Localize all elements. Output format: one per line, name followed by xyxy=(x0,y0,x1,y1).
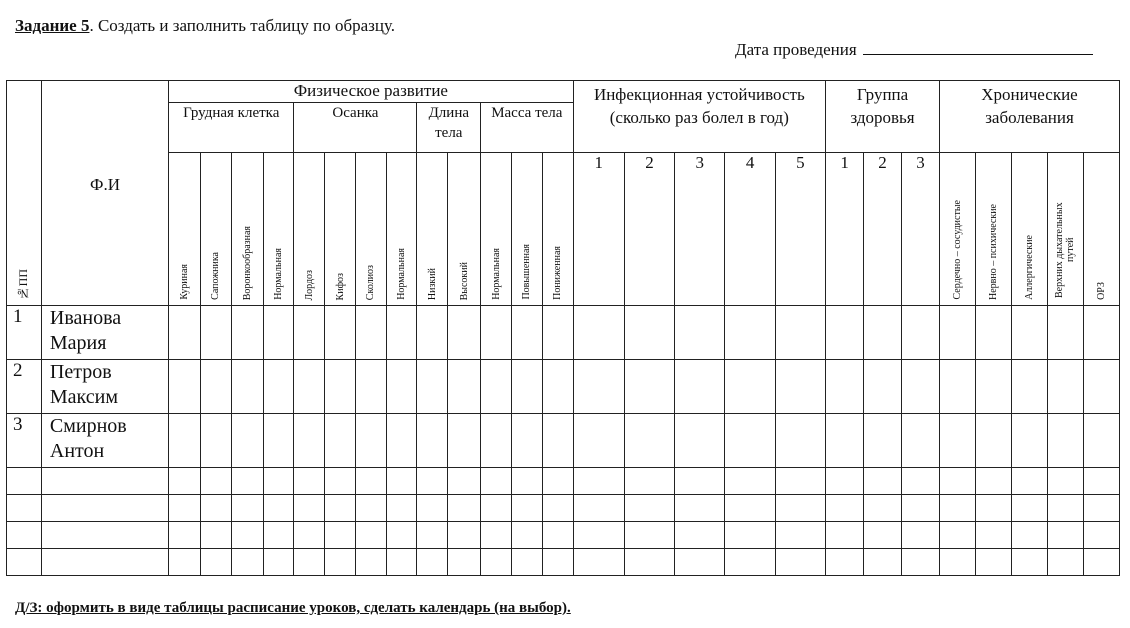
table-cell[interactable] xyxy=(675,468,725,495)
subheader-label: Повышенная xyxy=(521,244,533,300)
table-cell[interactable] xyxy=(169,360,201,414)
table-cell[interactable] xyxy=(902,549,940,576)
table-cell[interactable] xyxy=(386,549,417,576)
table-row xyxy=(7,522,1120,549)
task-text: . Создать и заполнить таблицу по образцу. xyxy=(89,16,396,35)
table-cell[interactable] xyxy=(386,468,417,495)
table-cell[interactable] xyxy=(826,306,864,360)
row-name[interactable]: Петров Максим xyxy=(41,360,168,414)
table-cell[interactable] xyxy=(675,549,725,576)
table-cell[interactable] xyxy=(725,468,775,495)
table-cell[interactable] xyxy=(417,495,448,522)
infection-col-1: 1 xyxy=(573,153,624,306)
table-cell[interactable] xyxy=(200,306,231,360)
row-number xyxy=(7,468,42,495)
table-cell[interactable] xyxy=(355,360,386,414)
table-cell[interactable] xyxy=(864,549,902,576)
table-cell[interactable] xyxy=(263,414,294,468)
table-cell[interactable] xyxy=(675,306,725,360)
table-cell[interactable] xyxy=(511,360,542,414)
row-number xyxy=(7,495,42,522)
table-cell[interactable] xyxy=(417,414,448,468)
table-cell[interactable] xyxy=(325,306,356,360)
infection-col-2: 2 xyxy=(624,153,674,306)
row-number: 2 xyxy=(7,360,42,414)
table-cell[interactable] xyxy=(231,468,263,495)
table-cell[interactable] xyxy=(325,468,356,495)
table-cell[interactable] xyxy=(573,360,624,414)
table-cell[interactable] xyxy=(511,306,542,360)
subheader-label: Нормальная xyxy=(272,248,284,300)
row-name[interactable] xyxy=(41,522,168,549)
row-name[interactable] xyxy=(41,468,168,495)
table-cell[interactable] xyxy=(294,549,325,576)
table-cell[interactable] xyxy=(940,414,976,468)
table-cell[interactable] xyxy=(573,549,624,576)
chronic-subheader-cell xyxy=(1011,153,1047,306)
table-cell[interactable] xyxy=(624,360,674,414)
table-cell[interactable] xyxy=(864,522,902,549)
table-cell[interactable] xyxy=(417,306,448,360)
table-cell[interactable] xyxy=(902,306,940,360)
table-cell[interactable] xyxy=(624,306,674,360)
table-cell[interactable] xyxy=(542,495,573,522)
header-fio: Ф.И xyxy=(41,81,168,306)
health-col-3: 3 xyxy=(902,153,940,306)
table-cell[interactable] xyxy=(573,414,624,468)
task-label: Задание 5 xyxy=(15,16,90,35)
table-cell[interactable] xyxy=(169,522,201,549)
subheader-label: Сколиоз xyxy=(365,264,377,300)
table-cell[interactable] xyxy=(1047,414,1083,468)
table-cell[interactable] xyxy=(573,495,624,522)
table-cell[interactable] xyxy=(975,414,1011,468)
table-cell[interactable] xyxy=(940,522,976,549)
table-cell[interactable] xyxy=(200,414,231,468)
table-cell[interactable] xyxy=(263,522,294,549)
table-cell[interactable] xyxy=(511,495,542,522)
table-cell[interactable] xyxy=(542,306,573,360)
table-cell[interactable] xyxy=(725,522,775,549)
infection-col-4: 4 xyxy=(725,153,775,306)
table-cell[interactable] xyxy=(481,522,512,549)
table-cell[interactable] xyxy=(169,495,201,522)
table-cell[interactable] xyxy=(775,306,825,360)
table-cell[interactable] xyxy=(975,549,1011,576)
table-cell[interactable] xyxy=(940,549,976,576)
table-cell[interactable] xyxy=(325,495,356,522)
header-num: №ПП xyxy=(7,81,42,306)
table-cell[interactable] xyxy=(169,414,201,468)
table-cell[interactable] xyxy=(573,522,624,549)
table-cell[interactable] xyxy=(355,549,386,576)
table-cell[interactable] xyxy=(1083,414,1119,468)
header-health-group: Группа здоровья xyxy=(826,81,940,153)
table-cell[interactable] xyxy=(231,549,263,576)
table-cell[interactable] xyxy=(169,306,201,360)
table-cell[interactable] xyxy=(1011,468,1047,495)
subheader-cell xyxy=(542,153,573,306)
table-cell[interactable] xyxy=(624,549,674,576)
row-number: 3 xyxy=(7,414,42,468)
table-cell[interactable] xyxy=(826,522,864,549)
header-chest: Грудная клетка xyxy=(169,103,294,153)
table-cell[interactable] xyxy=(417,360,448,414)
table-cell[interactable] xyxy=(355,495,386,522)
table-cell[interactable] xyxy=(940,306,976,360)
table-cell[interactable] xyxy=(1011,495,1047,522)
table-cell[interactable] xyxy=(294,414,325,468)
subheader-label: Лордоз xyxy=(303,269,315,300)
table-cell[interactable] xyxy=(511,549,542,576)
date-label: Дата проведения xyxy=(735,40,857,59)
row-number: 1 xyxy=(7,306,42,360)
table-cell[interactable] xyxy=(448,522,481,549)
date-underline[interactable] xyxy=(863,40,1093,55)
subheader-label: Высокий xyxy=(458,261,470,300)
row-number xyxy=(7,522,42,549)
table-cell[interactable] xyxy=(624,522,674,549)
subheader-cell xyxy=(231,153,263,306)
table-cell[interactable] xyxy=(864,468,902,495)
table-cell[interactable] xyxy=(511,522,542,549)
table-cell[interactable] xyxy=(975,306,1011,360)
subheader-label: Кифоз xyxy=(334,272,346,300)
chronic-label: Нервно – психические xyxy=(987,203,999,300)
subheader-cell xyxy=(200,153,231,306)
table-cell[interactable] xyxy=(864,360,902,414)
subheader-cell xyxy=(481,153,512,306)
table-cell[interactable] xyxy=(231,495,263,522)
table-cell[interactable] xyxy=(448,306,481,360)
table-cell[interactable] xyxy=(775,549,825,576)
table-cell[interactable] xyxy=(1047,360,1083,414)
table-cell[interactable] xyxy=(294,495,325,522)
table-cell[interactable] xyxy=(448,549,481,576)
task-heading xyxy=(15,16,395,36)
table-cell[interactable] xyxy=(725,414,775,468)
table-cell[interactable] xyxy=(355,522,386,549)
infection-col-5: 5 xyxy=(775,153,825,306)
table-cell[interactable] xyxy=(975,360,1011,414)
table-cell[interactable] xyxy=(263,306,294,360)
table-cell[interactable] xyxy=(263,360,294,414)
table-cell[interactable] xyxy=(481,495,512,522)
table-cell[interactable] xyxy=(481,360,512,414)
table-cell[interactable] xyxy=(725,495,775,522)
subheader-label: Нормальная xyxy=(490,248,502,300)
table-cell[interactable] xyxy=(826,360,864,414)
table-cell[interactable] xyxy=(902,495,940,522)
table-cell[interactable] xyxy=(775,522,825,549)
table-cell[interactable] xyxy=(481,468,512,495)
table-cell[interactable] xyxy=(1083,495,1119,522)
header-infection: Инфекционная устойчивость (сколько раз болел в год) xyxy=(573,81,826,153)
subheader-label: Воронкообразная xyxy=(241,225,253,300)
table-cell[interactable] xyxy=(1047,549,1083,576)
row-name[interactable]: Иванова Мария xyxy=(41,306,168,360)
table-cell[interactable] xyxy=(417,549,448,576)
table-cell[interactable] xyxy=(624,495,674,522)
header-height: Длина тела xyxy=(417,103,481,153)
table-cell[interactable] xyxy=(355,468,386,495)
table-cell[interactable] xyxy=(864,306,902,360)
subheader-cell xyxy=(294,153,325,306)
table-cell[interactable] xyxy=(448,468,481,495)
table-cell[interactable] xyxy=(624,414,674,468)
table-cell[interactable] xyxy=(542,468,573,495)
chronic-label: Сердечно – сосудистые xyxy=(951,200,963,300)
table-cell[interactable] xyxy=(481,549,512,576)
header-posture: Осанка xyxy=(294,103,417,153)
subheader-label: Пониженная xyxy=(552,246,564,300)
table-cell[interactable] xyxy=(542,522,573,549)
table-row xyxy=(7,468,1120,495)
chronic-label: ОРЗ xyxy=(1095,282,1107,300)
table-cell[interactable] xyxy=(1011,360,1047,414)
table-cell[interactable] xyxy=(573,306,624,360)
table-cell[interactable] xyxy=(355,414,386,468)
table-cell[interactable] xyxy=(675,522,725,549)
subheader-cell xyxy=(325,153,356,306)
table-cell[interactable] xyxy=(481,414,512,468)
table-cell[interactable] xyxy=(448,360,481,414)
row-name[interactable] xyxy=(41,549,168,576)
table-cell[interactable] xyxy=(902,522,940,549)
table-cell[interactable] xyxy=(1047,495,1083,522)
table-cell[interactable] xyxy=(826,414,864,468)
table-cell[interactable] xyxy=(725,306,775,360)
table-cell[interactable] xyxy=(675,360,725,414)
table-cell[interactable] xyxy=(481,306,512,360)
table-cell[interactable] xyxy=(294,306,325,360)
subheader-label: Нормальная xyxy=(396,248,408,300)
table-cell[interactable] xyxy=(1011,522,1047,549)
date-field xyxy=(735,40,1093,60)
chronic-subheader-cell xyxy=(1047,153,1083,306)
table-cell[interactable] xyxy=(1011,549,1047,576)
table-cell[interactable] xyxy=(624,468,674,495)
table-cell[interactable] xyxy=(200,549,231,576)
subheader-cell xyxy=(417,153,448,306)
table-cell[interactable] xyxy=(725,549,775,576)
table-cell[interactable] xyxy=(231,522,263,549)
table-cell[interactable] xyxy=(386,522,417,549)
health-col-1: 1 xyxy=(826,153,864,306)
header-physical: Физическое развитие xyxy=(169,81,573,103)
subheader-cell xyxy=(511,153,542,306)
table-cell[interactable] xyxy=(940,495,976,522)
header-chronic: Хронические заболевания xyxy=(940,81,1120,153)
chronic-label: Аллергические xyxy=(1023,235,1035,300)
table-row xyxy=(7,360,1120,414)
table-cell[interactable] xyxy=(826,495,864,522)
data-table xyxy=(6,80,1120,576)
table-cell[interactable] xyxy=(1083,522,1119,549)
table-cell[interactable] xyxy=(1083,468,1119,495)
table-cell[interactable] xyxy=(386,495,417,522)
table-cell[interactable] xyxy=(417,522,448,549)
table-cell[interactable] xyxy=(975,495,1011,522)
subheader-cell xyxy=(386,153,417,306)
table-cell[interactable] xyxy=(1047,306,1083,360)
table-cell[interactable] xyxy=(826,468,864,495)
table-cell[interactable] xyxy=(325,549,356,576)
table-row xyxy=(7,495,1120,522)
health-col-2: 2 xyxy=(864,153,902,306)
table-cell[interactable] xyxy=(200,522,231,549)
table-cell[interactable] xyxy=(417,468,448,495)
table-cell[interactable] xyxy=(775,468,825,495)
infection-col-3: 3 xyxy=(675,153,725,306)
chronic-label: Верхних дыхательных путей xyxy=(1054,202,1077,298)
table-cell[interactable] xyxy=(1047,522,1083,549)
table-cell[interactable] xyxy=(864,495,902,522)
homework-note: Д/З: оформить в виде таблицы расписание уроков, сделать календарь (на выбор). xyxy=(15,600,571,616)
table-cell[interactable] xyxy=(294,522,325,549)
table-cell[interactable] xyxy=(325,360,356,414)
table-cell[interactable] xyxy=(325,522,356,549)
chronic-subheader-cell xyxy=(940,153,976,306)
chronic-subheader-cell xyxy=(975,153,1011,306)
table-cell[interactable] xyxy=(231,414,263,468)
table-cell[interactable] xyxy=(902,414,940,468)
table-cell[interactable] xyxy=(902,468,940,495)
row-number xyxy=(7,549,42,576)
subheader-label: Сапожника xyxy=(210,252,222,300)
table-cell[interactable] xyxy=(200,495,231,522)
table-cell[interactable] xyxy=(864,414,902,468)
table-cell[interactable] xyxy=(294,360,325,414)
table-cell[interactable] xyxy=(775,414,825,468)
table-cell[interactable] xyxy=(1083,306,1119,360)
subheader-cell xyxy=(355,153,386,306)
table-cell[interactable] xyxy=(263,468,294,495)
table-cell[interactable] xyxy=(1083,360,1119,414)
subheader-label: Куриная xyxy=(179,264,191,300)
table-cell[interactable] xyxy=(975,522,1011,549)
table-cell[interactable] xyxy=(448,414,481,468)
table-cell[interactable] xyxy=(169,468,201,495)
row-name[interactable] xyxy=(41,495,168,522)
table-cell[interactable] xyxy=(386,306,417,360)
table-cell[interactable] xyxy=(294,468,325,495)
table-cell[interactable] xyxy=(1047,468,1083,495)
table-row xyxy=(7,414,1120,468)
table-cell[interactable] xyxy=(1011,306,1047,360)
subheader-cell xyxy=(169,153,201,306)
table-cell[interactable] xyxy=(386,414,417,468)
table-cell[interactable] xyxy=(325,414,356,468)
table-cell[interactable] xyxy=(573,468,624,495)
table-cell[interactable] xyxy=(511,414,542,468)
table-row xyxy=(7,549,1120,576)
table-cell[interactable] xyxy=(775,360,825,414)
table-cell[interactable] xyxy=(725,360,775,414)
table-cell[interactable] xyxy=(263,549,294,576)
table-cell[interactable] xyxy=(675,495,725,522)
table-cell[interactable] xyxy=(200,360,231,414)
table-cell[interactable] xyxy=(1011,414,1047,468)
table-cell[interactable] xyxy=(200,468,231,495)
table-cell[interactable] xyxy=(542,360,573,414)
chronic-subheader-cell xyxy=(1083,153,1119,306)
table-cell[interactable] xyxy=(169,549,201,576)
header-weight: Масса тела xyxy=(481,103,573,153)
table-cell[interactable] xyxy=(675,414,725,468)
row-name[interactable]: Смирнов Антон xyxy=(41,414,168,468)
table-cell[interactable] xyxy=(231,306,263,360)
table-cell[interactable] xyxy=(355,306,386,360)
table-cell[interactable] xyxy=(902,360,940,414)
table-cell[interactable] xyxy=(826,549,864,576)
table-row xyxy=(7,306,1120,360)
table-cell[interactable] xyxy=(386,360,417,414)
table-cell[interactable] xyxy=(263,495,294,522)
table-cell[interactable] xyxy=(775,495,825,522)
table-cell[interactable] xyxy=(1083,549,1119,576)
table-cell[interactable] xyxy=(542,414,573,468)
table-cell[interactable] xyxy=(542,549,573,576)
table-cell[interactable] xyxy=(511,468,542,495)
table-cell[interactable] xyxy=(940,468,976,495)
table-cell[interactable] xyxy=(231,360,263,414)
subheader-label: Низкий xyxy=(426,267,438,300)
subheader-cell xyxy=(448,153,481,306)
table-cell[interactable] xyxy=(940,360,976,414)
table-cell[interactable] xyxy=(448,495,481,522)
subheader-cell xyxy=(263,153,294,306)
table-cell[interactable] xyxy=(975,468,1011,495)
